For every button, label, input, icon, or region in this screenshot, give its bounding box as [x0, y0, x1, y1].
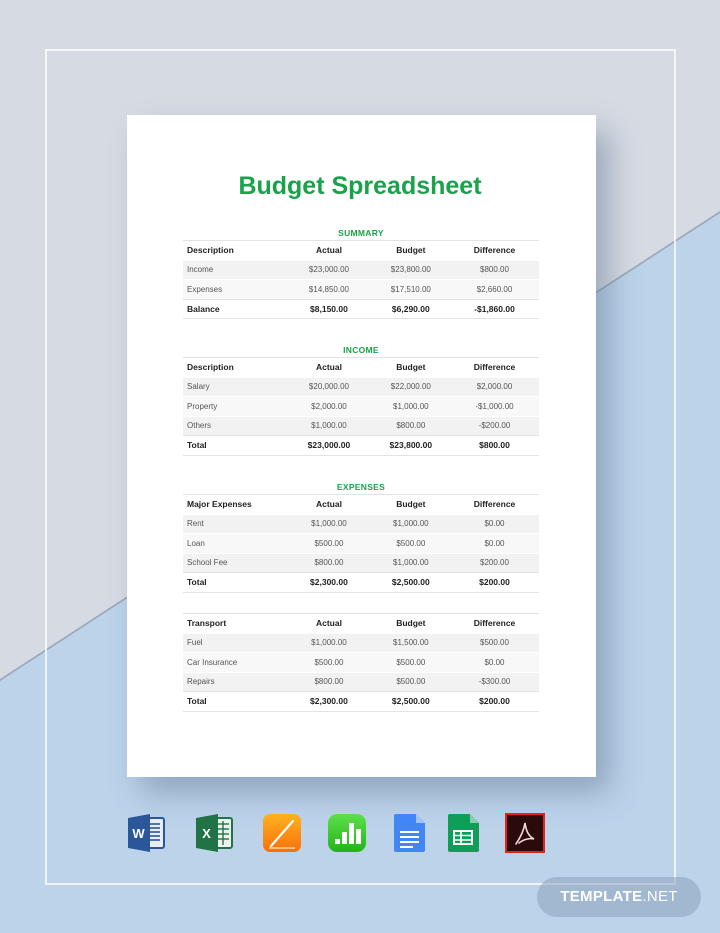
expenses-section [183, 480, 539, 593]
cell: $800.00 [396, 421, 426, 431]
google-sheets-icon[interactable] [442, 812, 484, 854]
cell: $2,500.00 [391, 696, 430, 707]
column-header: Budget [396, 245, 426, 256]
column-header: Difference [473, 245, 516, 256]
cell: $23,800.00 [390, 265, 431, 275]
major-expenses-table [183, 494, 539, 593]
table-row [183, 553, 539, 573]
cell: $500.00 [396, 657, 426, 667]
cell: Rent [187, 519, 204, 529]
template-net-watermark [537, 877, 701, 917]
cell: $500.00 [396, 677, 426, 687]
table-row [183, 534, 539, 554]
table-header-row [183, 358, 539, 378]
cell: $2,300.00 [310, 577, 348, 588]
cell: School Fee [187, 558, 228, 568]
cell: $0.00 [484, 538, 505, 548]
table-row [183, 672, 539, 692]
table-row [183, 397, 539, 417]
cell: $1,000.00 [311, 421, 347, 431]
cell: $800.00 [480, 265, 509, 275]
cell: -$1,860.00 [474, 303, 515, 314]
column-header: Description [187, 245, 234, 256]
cell: $1,000.00 [311, 519, 347, 529]
cell: Loan [187, 538, 205, 548]
cell: Property [187, 401, 218, 411]
transport-table [183, 613, 539, 712]
table-row [183, 260, 539, 280]
cell: $1,000.00 [311, 638, 347, 648]
apple-numbers-icon[interactable] [326, 812, 368, 854]
cell: -$200.00 [478, 421, 511, 431]
cell: Total [187, 577, 207, 588]
cell: $800.00 [314, 558, 344, 568]
cell: Fuel [187, 638, 203, 648]
cell: $6,290.00 [391, 303, 430, 314]
column-header: Actual [315, 362, 342, 373]
cell: $800.00 [314, 677, 344, 687]
cell: Salary [187, 382, 210, 392]
table-total-row [183, 436, 539, 456]
svg-text:X: X [202, 826, 211, 841]
column-header: Transport [187, 618, 227, 629]
column-header: Actual [315, 499, 342, 510]
cell: Others [187, 421, 212, 431]
table-total-row [183, 299, 539, 319]
cell: $1,000.00 [393, 558, 429, 568]
transport-section [183, 613, 539, 712]
document-title: Budget Spreadsheet [238, 172, 482, 200]
svg-text:W: W [132, 826, 145, 841]
cell: $8,150.00 [310, 303, 348, 314]
cell: $0.00 [484, 657, 505, 667]
cell: $2,500.00 [391, 577, 430, 588]
table-row [183, 653, 539, 673]
cell: $500.00 [314, 657, 344, 667]
cell: -$1,000.00 [475, 401, 514, 411]
column-header: Budget [396, 362, 426, 373]
cell: Balance [187, 303, 220, 314]
cell: Expenses [187, 284, 223, 294]
apple-pages-icon[interactable] [261, 812, 303, 854]
cell: $200.00 [479, 696, 510, 707]
cell: $1,000.00 [393, 401, 429, 411]
cell: $200.00 [479, 577, 510, 588]
table-row [183, 633, 539, 653]
table-row [183, 416, 539, 436]
cell: $500.00 [396, 538, 426, 548]
cell: Repairs [187, 677, 215, 687]
cell: Car Insurance [187, 657, 238, 667]
income-table [183, 357, 539, 456]
income-section [183, 343, 539, 456]
section-title-summary: SUMMARY [338, 228, 384, 238]
cell: Total [187, 696, 207, 707]
adobe-pdf-icon[interactable] [504, 812, 546, 854]
table-header-row [183, 241, 539, 261]
column-header: Difference [473, 499, 516, 510]
column-header: Actual [315, 245, 342, 256]
table-row [183, 377, 539, 397]
cell: -$300.00 [478, 677, 511, 687]
cell: $17,510.00 [390, 284, 431, 294]
cell: $0.00 [484, 519, 505, 529]
cell: $2,000.00 [311, 401, 347, 411]
summary-table [183, 240, 539, 319]
section-title-expenses: EXPENSES [336, 482, 386, 492]
watermark-suffix: .NET [642, 888, 678, 905]
cell: $14,850.00 [308, 284, 349, 294]
cell: $23,000.00 [308, 265, 349, 275]
column-header: Description [187, 362, 234, 373]
watermark-brand: TEMPLATE [560, 888, 643, 905]
cell: $2,300.00 [310, 696, 348, 707]
cell: $500.00 [480, 638, 509, 648]
cell: $1,000.00 [393, 519, 429, 529]
section-title-income: INCOME [343, 345, 379, 355]
google-docs-icon[interactable] [388, 812, 430, 854]
table-row [183, 280, 539, 300]
table-header-row [183, 614, 539, 634]
cell: $800.00 [479, 440, 510, 451]
microsoft-excel-icon[interactable] [194, 812, 236, 854]
cell: $200.00 [480, 558, 509, 568]
table-header-row [183, 495, 539, 515]
column-header: Difference [473, 618, 516, 629]
table-total-row [183, 573, 539, 593]
summary-section [183, 226, 539, 319]
cell: $1,500.00 [393, 638, 429, 648]
column-header: Major Expenses [187, 499, 252, 510]
cell: $500.00 [314, 538, 344, 548]
column-header: Budget [396, 499, 426, 510]
cell: Total [187, 440, 207, 451]
cell: $20,000.00 [308, 382, 349, 392]
microsoft-word-icon[interactable] [126, 812, 168, 854]
cell: $2,000.00 [476, 382, 513, 392]
cell: $22,000.00 [390, 382, 431, 392]
cell: Income [187, 265, 214, 275]
cell: $2,660.00 [476, 284, 513, 294]
table-row [183, 514, 539, 534]
table-total-row [183, 692, 539, 712]
column-header: Actual [315, 618, 342, 629]
cell: $23,800.00 [389, 440, 433, 451]
column-header: Difference [473, 362, 516, 373]
column-header: Budget [396, 618, 426, 629]
cell: $23,000.00 [307, 440, 351, 451]
